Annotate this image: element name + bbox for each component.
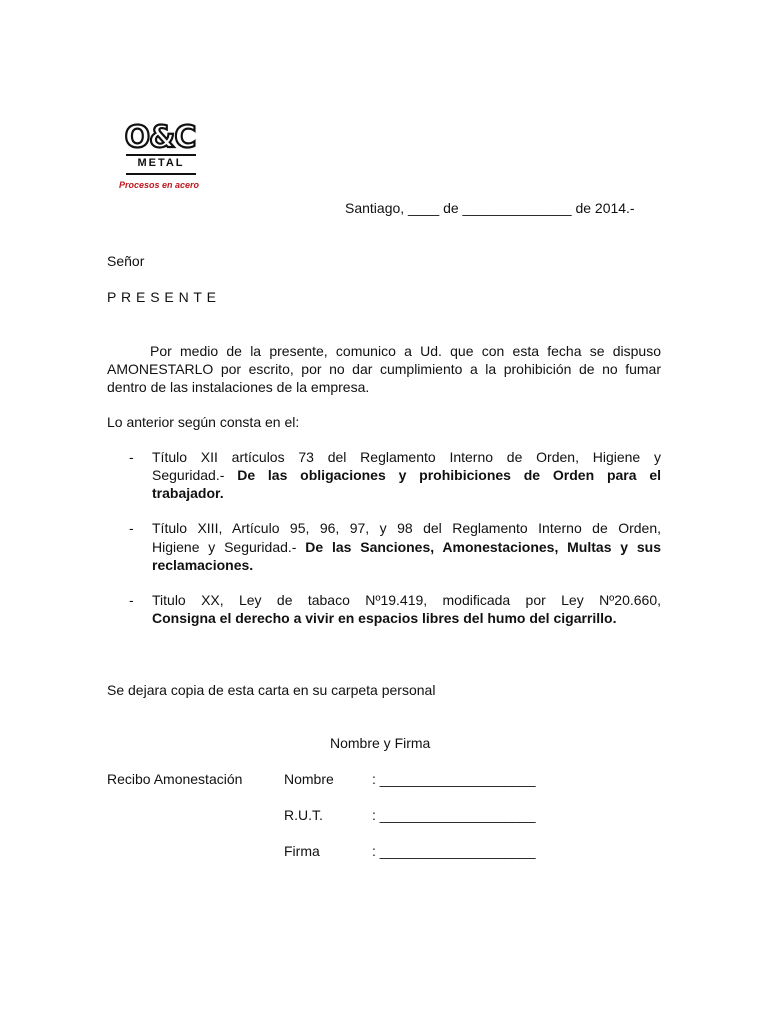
item-1-bold: De las obligaciones y prohibiciones de Orden para el: [237, 467, 661, 483]
field-label-nombre: Nombre: [284, 771, 334, 787]
item-2-normal: Higiene y Seguridad.-: [152, 539, 306, 555]
item-2-line-2: [152, 538, 661, 556]
logo-word: METAL: [126, 154, 196, 175]
intro-line-2: AMONESTARLO por escrito, por no dar cumplimiento a la prohibición de no fumar: [107, 361, 661, 377]
intro-line-1: Por medio de la presente, comunico a Ud. que con esta fecha se dispuso: [150, 343, 661, 359]
item-3-line-2: [152, 609, 661, 627]
item-2-bold: De las Sanciones, Amonestaciones, Multas y sus: [305, 539, 661, 555]
salutation: Señor: [107, 253, 145, 269]
list-bullet: -: [129, 520, 134, 536]
presente-heading: P R E S E N T E: [107, 289, 217, 305]
field-label-rut: R.U.T.: [284, 807, 323, 823]
item-2-bold-end: reclamaciones.: [152, 557, 254, 573]
list-bullet: -: [129, 449, 134, 465]
consta-line: Lo anterior según consta en el:: [107, 414, 300, 430]
field-blank-nombre: : ____________________: [372, 771, 536, 787]
item-3-bold: Consigna el derecho a vivir en espacios libres del humo del cigarrillo.: [152, 610, 617, 626]
item-2-line-3: [152, 556, 661, 574]
field-label-firma: Firma: [284, 843, 320, 859]
nombre-y-firma: Nombre y Firma: [330, 735, 431, 751]
item-3-line-1: Titulo XX, Ley de tabaco Nº19.419, modificada por Ley Nº20.660,: [152, 592, 661, 608]
logo-mark-graphic: [122, 120, 198, 152]
logo-tagline: Procesos en acero: [118, 180, 200, 190]
field-blank-firma: : ____________________: [372, 843, 536, 859]
copy-note: Se dejara copia de esta carta en su carpeta personal: [107, 682, 436, 698]
date-line: Santiago, ____ de ______________ de 2014.-: [345, 200, 635, 216]
field-blank-rut: : ____________________: [372, 807, 536, 823]
item-1-bold-end: trabajador.: [152, 485, 224, 501]
list-bullet: -: [129, 592, 134, 608]
item-1-line-2: [152, 466, 661, 484]
item-2-line-1: Título XIII, Artículo 95, 96, 97, y 98 del Reglamento Interno de Orden,: [152, 520, 661, 536]
logo-mark-text: O&C: [124, 120, 196, 152]
intro-line-3: dentro de las instalaciones de la empresa.: [107, 379, 370, 395]
item-1-line-3: [152, 484, 661, 502]
recibo-label: Recibo Amonestación: [107, 771, 243, 787]
item-1-line-1: Título XII artículos 73 del Reglamento Interno de Orden, Higiene y: [152, 449, 661, 465]
company-logo: [112, 112, 206, 196]
item-1-normal: Seguridad.-: [152, 467, 238, 483]
